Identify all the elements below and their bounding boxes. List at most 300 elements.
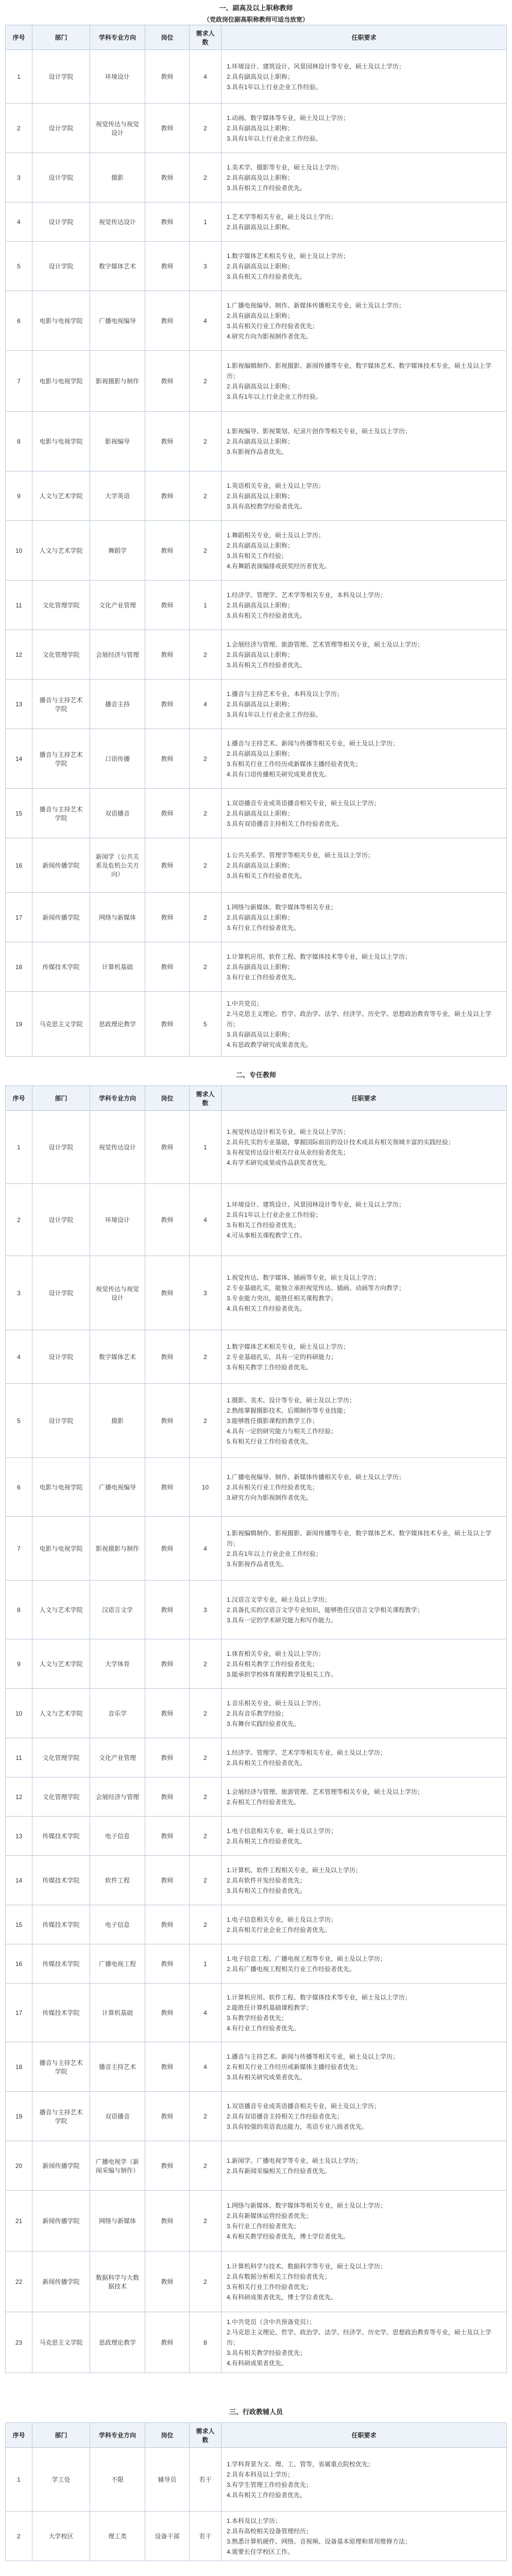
cell-post: 教师 [145,1856,190,1905]
cell-no: 2 [6,1184,32,1256]
section3-title [5,2402,507,2422]
cell-no: 19 [6,2092,32,2141]
requirement-line: 1.网络与新媒体、数字媒体等相关专业，硕士及以上学历； [227,2201,387,2209]
requirement-line: 4.具有一定的研究能力与相关工作经验； [227,1427,337,1435]
table-row [6,1111,507,1184]
requirement-line: 1.英语相关专业，硕士及以上学历； [227,482,325,489]
cell-count: 2 [190,2092,221,2141]
cell-no: 18 [6,2042,32,2092]
requirement-line: 1.新闻学、广播电视学等专业，硕士及以上学历； [227,2157,362,2164]
cell-post: 辅导员 [145,2448,190,2512]
section1-subtitle: （党政岗位副高职称教师可适当放宽） [203,16,309,23]
cell-requirements [221,942,507,992]
requirement-line: 1.环境设计、建筑设计、风景园林设计等专业，硕士及以上学历； [227,62,405,70]
cell-post: 教师 [145,838,190,893]
cell-major: 双语播音 [90,789,145,838]
cell-post: 教师 [145,1184,190,1256]
cell-count: 4 [190,1517,221,1581]
requirement-line: 4.有学术研究成果或作品获奖者优先。 [227,1159,331,1166]
requirement-line: 2.具有相关工作经验者优先。 [227,1759,306,1767]
requirement-line: 1.影视编辑制作、影视摄影、新闻传播等专业，数字媒体艺术、数字媒体技术专业，硕士及以上学历； [227,362,492,380]
cell-dept: 文化管理学院 [32,581,90,630]
requirement-line: 2.专业基础扎实，具有一定的科研能力； [227,1353,337,1361]
requirement-line: 1.艺术学等相关专业，硕士及以上学历； [227,213,337,221]
cell-major: 环境设计 [90,50,145,104]
cell-major: 不限 [90,2448,145,2512]
header-major: 学科专业方向 [90,1086,145,1111]
cell-count: 2 [190,1905,221,1944]
requirement-line: 2.专业基础扎实，能独立承担视觉传达、插画、动画等方向教学； [227,1284,405,1292]
cell-post: 教师 [145,1984,190,2042]
table-row [6,50,507,104]
header-dept: 部门 [32,25,90,50]
cell-dept: 设计学院 [32,104,90,153]
requirement-line: 1.汉语言文学专业，硕士及以上学历； [227,1596,331,1603]
cell-major: 环境设计 [90,1184,145,1256]
header-dept: 部门 [32,2423,90,2448]
cell-no: 7 [6,1517,32,1581]
cell-no: 12 [6,630,32,680]
header-count: 需求人数 [190,2423,221,2448]
cell-major: 文化产业管理 [90,581,145,630]
cell-no: 3 [6,153,32,202]
requirement-line: 2.具有副高及以上职称； [227,437,294,445]
cell-count: 4 [190,1184,221,1256]
cell-dept: 新闻传播学院 [32,893,90,942]
requirement-line: 3.具有相关工作经验者优先。 [227,1887,306,1894]
cell-dept: 人文与艺术学院 [32,1639,90,1689]
requirement-line: 3.熟悉计算机硬件、网络、音视频、设备基本原理和常用维修方法； [227,2537,412,2545]
requirement-line: 3.专业能力突出，能胜任相关课程教学； [227,1294,337,1302]
cell-dept: 大学校区 [32,2512,90,2561]
requirement-line: 2.具有副高及以上职称； [227,963,294,971]
cell-no: 12 [6,1777,32,1817]
cell-post: 教师 [145,471,190,521]
cell-major: 影视编导 [90,412,145,471]
requirement-line: 2.具有副高及以上职称； [227,809,294,817]
requirement-line: 1.动画、数字媒体等专业，硕士及以上学历； [227,114,350,122]
cell-no: 9 [6,471,32,521]
header-major: 学科专业方向 [90,25,145,50]
requirement-line: 4.有科研成果者优先，博士学位者优先。 [227,2293,337,2301]
section1-header-row [6,25,507,50]
table-row [6,1256,507,1330]
table-row [6,1905,507,1944]
cell-post: 教师 [145,581,190,630]
requirement-line: 3.具有相关研究成果者优先。 [227,2073,306,2081]
requirement-line: 2.具有副高及以上职称； [227,174,294,181]
cell-major: 播音主持艺术 [90,2042,145,2092]
section2-heading: 二、专任教师 [235,1071,276,1079]
cell-dept: 人文与艺术学院 [32,1581,90,1639]
cell-count: 4 [190,291,221,351]
table-row [6,1639,507,1689]
cell-count: 2 [190,1777,221,1817]
header-dept: 部门 [32,1086,90,1111]
cell-post: 教师 [145,2092,190,2141]
cell-major: 数字媒体艺术 [90,1330,145,1384]
cell-major: 思政理论教学 [90,992,145,1057]
cell-count: 4 [190,2042,221,2092]
cell-no: 15 [6,1905,32,1944]
cell-post: 教师 [145,729,190,789]
table-row [6,1517,507,1581]
cell-major: 大学体育 [90,1639,145,1689]
table-row [6,2512,507,2561]
requirement-line: 2.具有相关行业工作经验者优先； [227,1483,319,1491]
requirement-line: 2.具有相关工作经验者优先。 [227,1837,306,1845]
cell-post: 教师 [145,202,190,242]
requirement-line: 3.具有1年以上行业企业工作经验。 [227,710,322,718]
cell-major: 文化产业管理 [90,1738,145,1777]
cell-no: 13 [6,1817,32,1856]
requirement-line: 4.有舞蹈表演编排或获奖经历者优先。 [227,562,331,570]
cell-post: 教师 [145,153,190,202]
cell-post: 教师 [145,893,190,942]
cell-no: 2 [6,104,32,153]
cell-count: 若干 [190,2512,221,2561]
requirement-line: 3.有相关行业工作经验者优先； [227,2283,313,2291]
cell-no: 21 [6,2191,32,2251]
table-row [6,412,507,471]
cell-dept: 文化管理学院 [32,630,90,680]
cell-dept: 播音与主持艺术学院 [32,729,90,789]
requirement-line: 2.具有新闻采编相关工作经验者优先。 [227,2167,331,2175]
table-row [6,1458,507,1517]
cell-requirements [221,1517,507,1581]
cell-requirements [221,1856,507,1905]
requirement-line: 2.具有副高及以上职称。 [227,223,294,231]
cell-major: 数据科学与大数据技术 [90,2251,145,2312]
requirement-line: 3.有学生管理工作经验者优先； [227,2481,313,2488]
table-row [6,2448,507,2512]
requirement-line: 1.体育相关专业，硕士及以上学历； [227,1650,325,1657]
cell-post: 教师 [145,1738,190,1777]
cell-count: 4 [190,1984,221,2042]
header-no: 序号 [6,2423,32,2448]
requirement-line: 2.具有副高及以上职称； [227,700,294,708]
requirement-line: 1.经济学、管理学、艺术学等相关专业，硕士及以上学历； [227,1749,387,1756]
cell-requirements [221,1330,507,1384]
cell-no: 15 [6,789,32,838]
table-row [6,104,507,153]
table-row [6,1777,507,1817]
cell-post: 教师 [145,1777,190,1817]
section2-table [5,1086,507,2373]
requirement-line: 3.有影视作品者优先。 [227,448,288,455]
requirement-line: 3.具有1年以上行业企业工作经验。 [227,134,322,142]
requirement-line: 3.具有相关工作经验； [227,552,288,560]
cell-count: 2 [190,351,221,412]
cell-requirements [221,1458,507,1517]
requirement-line: 3.有视觉传达设计相关行业从业经验者优先； [227,1148,350,1156]
cell-dept: 设计学院 [32,202,90,242]
requirement-line: 1.播音与主持艺术专业，本科及以上学历； [227,690,344,698]
requirement-line: 3.有行业工作经验者优先。 [227,924,300,931]
cell-no: 6 [6,1458,32,1517]
requirement-line: 2.马克思主义理论、哲学、政治学、法学、经济学、历史学、思想政治教育等专业，硕士及以上学历； [227,1010,492,1028]
cell-dept: 播音与主持艺术学院 [32,680,90,729]
cell-count: 2 [190,729,221,789]
header-post: 岗位 [145,1086,190,1111]
cell-no: 3 [6,1256,32,1330]
requirement-line: 1.视觉传达设计相关专业，硕士及以上学历； [227,1128,350,1136]
cell-no: 4 [6,1330,32,1384]
cell-count: 2 [190,2251,221,2312]
cell-requirements [221,1944,507,1984]
cell-dept: 设计学院 [32,1384,90,1458]
table-row [6,1856,507,1905]
cell-post: 教师 [145,1944,190,1984]
cell-dept: 设计学院 [32,242,90,291]
requirement-line: 2.具有副高及以上职称； [227,124,294,132]
cell-major: 会展经济与管理 [90,1777,145,1817]
cell-requirements [221,471,507,521]
requirement-line: 4.有相关教学经验者优先，博士学位者优先。 [227,2232,350,2240]
table-row [6,1984,507,2042]
cell-major: 视觉传达设计 [90,1111,145,1184]
cell-count: 2 [190,471,221,521]
cell-post: 教师 [145,992,190,1057]
section2-header-row [6,1086,507,1111]
cell-count: 1 [190,202,221,242]
cell-post: 教师 [145,1905,190,1944]
cell-no: 20 [6,2141,32,2191]
table-row [6,291,507,351]
cell-post: 教师 [145,1256,190,1330]
cell-post: 教师 [145,242,190,291]
cell-requirements [221,992,507,1057]
cell-dept: 设计学院 [32,1111,90,1184]
requirement-line: 1.美术学、摄影等专业，硕士及以上学历； [227,163,344,171]
cell-major: 计算机基础 [90,942,145,992]
cell-post: 教师 [145,2191,190,2251]
table-row [6,202,507,242]
section3-table [5,2422,507,2561]
cell-dept: 马克思主义学院 [32,2312,90,2373]
cell-post: 教师 [145,2042,190,2092]
table-row [6,992,507,1057]
cell-dept: 传媒技术学院 [32,1856,90,1905]
cell-no: 11 [6,581,32,630]
cell-major: 影视摄影与制作 [90,351,145,412]
cell-count: 8 [190,2312,221,2373]
cell-no: 11 [6,1738,32,1777]
cell-dept: 新闻传播学院 [32,2191,90,2251]
cell-dept: 电影与电视学院 [32,412,90,471]
cell-no: 16 [6,838,32,893]
cell-count: 2 [190,838,221,893]
cell-dept: 设计学院 [32,1330,90,1384]
cell-requirements [221,1984,507,2042]
cell-dept: 设计学院 [32,153,90,202]
cell-post: 教师 [145,1639,190,1689]
cell-dept: 电影与电视学院 [32,1458,90,1517]
table-row [6,2251,507,2312]
requirement-line: 3.具有相关工作经验者优先。 [227,661,306,669]
cell-post: 教师 [145,1517,190,1581]
cell-count: 2 [190,1330,221,1384]
cell-no: 8 [6,412,32,471]
requirement-line: 1.电子信息相关专业，硕士及以上学历； [227,1827,337,1835]
table-row [6,630,507,680]
section3-header-row [6,2423,507,2448]
requirement-line: 1.影视编导、影视策划、纪录片创作等相关专业，硕士及以上学历； [227,427,412,435]
cell-requirements [221,521,507,581]
table-row [6,1738,507,1777]
section1-heading: 一、副高及以上职称教师 [219,4,293,12]
requirement-line: 3.具有相关工作经验者优先。 [227,612,306,619]
requirement-line: 3.具有1年以上行业企业工作经验。 [227,83,322,91]
requirement-line: 1.影视编辑制作、影视摄影、新闻传播等专业，数字媒体艺术、数字媒体技术专业，硕士及以上学历； [227,1529,492,1547]
cell-count: 2 [190,789,221,838]
requirement-line: 5.有相关行业工作经验者优先。 [227,1437,313,1445]
table-row [6,1944,507,1984]
cell-count: 1 [190,1111,221,1184]
cell-no: 22 [6,2251,32,2312]
requirement-line: 1.计算机、软件工程相关专业，硕士及以上学历； [227,1866,362,1874]
requirement-line: 3.具有高校教学经验者优先。 [227,502,306,510]
requirement-line: 2.具有副高及以上职称； [227,651,294,658]
cell-no: 17 [6,893,32,942]
requirement-line: 1.环境设计、建筑设计、风景园林设计等专业，硕士及以上学历； [227,1200,405,1208]
cell-dept: 传媒技术学院 [32,1905,90,1944]
header-requirements: 任职要求 [221,2423,507,2448]
cell-major: 音乐学 [90,1689,145,1738]
requirement-line: 3.具有较强的英语表达能力，英语专业八级者优先。 [227,2123,368,2130]
cell-count: 2 [190,630,221,680]
cell-no: 19 [6,992,32,1057]
requirement-line: 2.具有副高及以上职称； [227,601,294,609]
cell-dept: 设计学院 [32,1256,90,1330]
cell-count: 3 [190,242,221,291]
requirement-line: 3.具有相关工作经验者优先。 [227,872,306,879]
cell-post: 教师 [145,1330,190,1384]
cell-major: 网络与新媒体 [90,2191,145,2251]
cell-post: 教师 [145,291,190,351]
requirement-line: 2.具有广播电视工程相关行业工作经验者优先。 [227,1965,356,1973]
cell-count: 4 [190,50,221,104]
cell-dept: 设计学院 [32,50,90,104]
requirement-line: 1.播音与主持艺术、新闻与传播等相关专业，硕士及以上学历； [227,2053,399,2060]
table-row [6,521,507,581]
requirement-line: 4.研究方向为影视制作者优先。 [227,332,313,340]
requirement-line: 2.具有副高及以上职称； [227,73,294,80]
cell-requirements [221,581,507,630]
cell-count: 2 [190,1689,221,1738]
requirement-line: 2.具有数据分析相关工作经验者优先； [227,2273,331,2280]
cell-dept: 传媒技术学院 [32,942,90,992]
table-row [6,729,507,789]
cell-post: 教师 [145,412,190,471]
requirement-line: 3.具有相关教学经验者优先； [227,2349,306,2357]
cell-dept: 设计学院 [32,1184,90,1256]
cell-major: 口语传播 [90,729,145,789]
cell-major: 广播电视编导 [90,1458,145,1517]
cell-count: 2 [190,1384,221,1458]
requirement-line: 1.广播电视编导、制作、新媒体传播相关专业，硕士及以上学历； [227,1473,405,1481]
section3-heading: 三、行政教辅人员 [229,2408,283,2416]
cell-count: 2 [190,521,221,581]
cell-requirements [221,242,507,291]
requirement-line: 2.具有副高及以上职称； [227,861,294,869]
requirement-line: 3.有行业工作经验者优先； [227,2222,300,2230]
cell-requirements [221,153,507,202]
table-row [6,471,507,521]
cell-count: 2 [190,153,221,202]
requirement-line: 1.广播电视编导、制作、新媒体传播相关专业，硕士及以上学历； [227,301,405,309]
requirement-line: 2.具有软件开发经验者优先； [227,1876,306,1884]
requirement-line: 3.有相关行业工作经历或新媒体主播经验者优先； [227,760,362,768]
requirement-line: 1.会展经济与管理、旅游管理、艺术管理等相关专业，硕士及以上学历； [227,640,424,648]
table-row [6,2092,507,2141]
requirement-line: 1.网络与新媒体、数字媒体等相关专业； [227,903,337,911]
cell-requirements [221,1905,507,1944]
requirement-line: 4.具有相关工作经验者优先。 [227,1304,306,1312]
requirement-line: 2.能胜任计算机基础课程教学； [227,2004,313,2011]
table-row [6,1330,507,1384]
requirement-line: 3.具有相关行业工作经验者优先； [227,322,319,330]
cell-requirements [221,202,507,242]
requirement-line: 3.能够胜任摄影课程的教学工作； [227,1417,319,1425]
requirement-line: 3.具有副高及以上职称； [227,1030,294,1038]
cell-dept: 新闻传播学院 [32,2251,90,2312]
table-row [6,942,507,992]
cell-count: 2 [190,1639,221,1689]
table-row [6,1817,507,1856]
requirement-line: 2.具有高校相关设备管理经历； [227,2527,313,2535]
requirement-line: 3.研究方向为影视制作者优先。 [227,1494,313,1501]
cell-post: 教师 [145,50,190,104]
table-row [6,1384,507,1458]
requirement-line: 2.具有副高及以上职称； [227,750,294,757]
cell-post: 教师 [145,680,190,729]
cell-dept: 电影与电视学院 [32,291,90,351]
cell-major: 广播电视编导 [90,291,145,351]
cell-no: 1 [6,50,32,104]
requirement-line: 2.具有1年以上行业企业工作经验； [227,1211,322,1218]
section1-table [5,25,507,1057]
requirement-line: 3.有影视作品者优先。 [227,1560,288,1568]
cell-major: 大学英语 [90,471,145,521]
cell-requirements [221,1689,507,1738]
requirement-line: 2.有相关工作经验者优先。 [227,1798,300,1806]
requirement-line: 1.播音与主持艺术、新闻与传播等相关专业，硕士及以上学历； [227,739,399,747]
requirement-line: 2.具有双语播音主持相关工作经验者优先； [227,2112,344,2120]
cell-no: 16 [6,1944,32,1984]
cell-requirements [221,630,507,680]
cell-requirements [221,1184,507,1256]
cell-count: 2 [190,1738,221,1777]
requirement-line: 1.会展经济与管理、旅游管理、艺术管理等相关专业，硕士及以上学历； [227,1788,424,1795]
table-row [6,153,507,202]
cell-post: 教师 [145,1817,190,1856]
cell-requirements [221,2312,507,2373]
requirement-line: 2.具有扎实的专业基础，掌握国际前沿的设计技术或具有相关领域丰富的实践经验； [227,1138,455,1146]
header-major: 学科专业方向 [90,2423,145,2448]
requirement-line: 1.中共党员（含中共预备党员）； [227,2318,316,2326]
requirement-line: 1.计算机科学与技术、数据科学等专业，硕士及以上学历； [227,2262,387,2270]
cell-major: 广播电视学（新闻采编与制作） [90,2141,145,2191]
requirement-line: 2.具有本科及以上学历； [227,2470,294,2478]
cell-count: 2 [190,893,221,942]
cell-post: 教师 [145,104,190,153]
cell-no: 7 [6,351,32,412]
cell-major: 视觉传达与视觉设计 [90,1256,145,1330]
cell-requirements [221,2141,507,2191]
cell-requirements [221,789,507,838]
cell-no: 4 [6,202,32,242]
